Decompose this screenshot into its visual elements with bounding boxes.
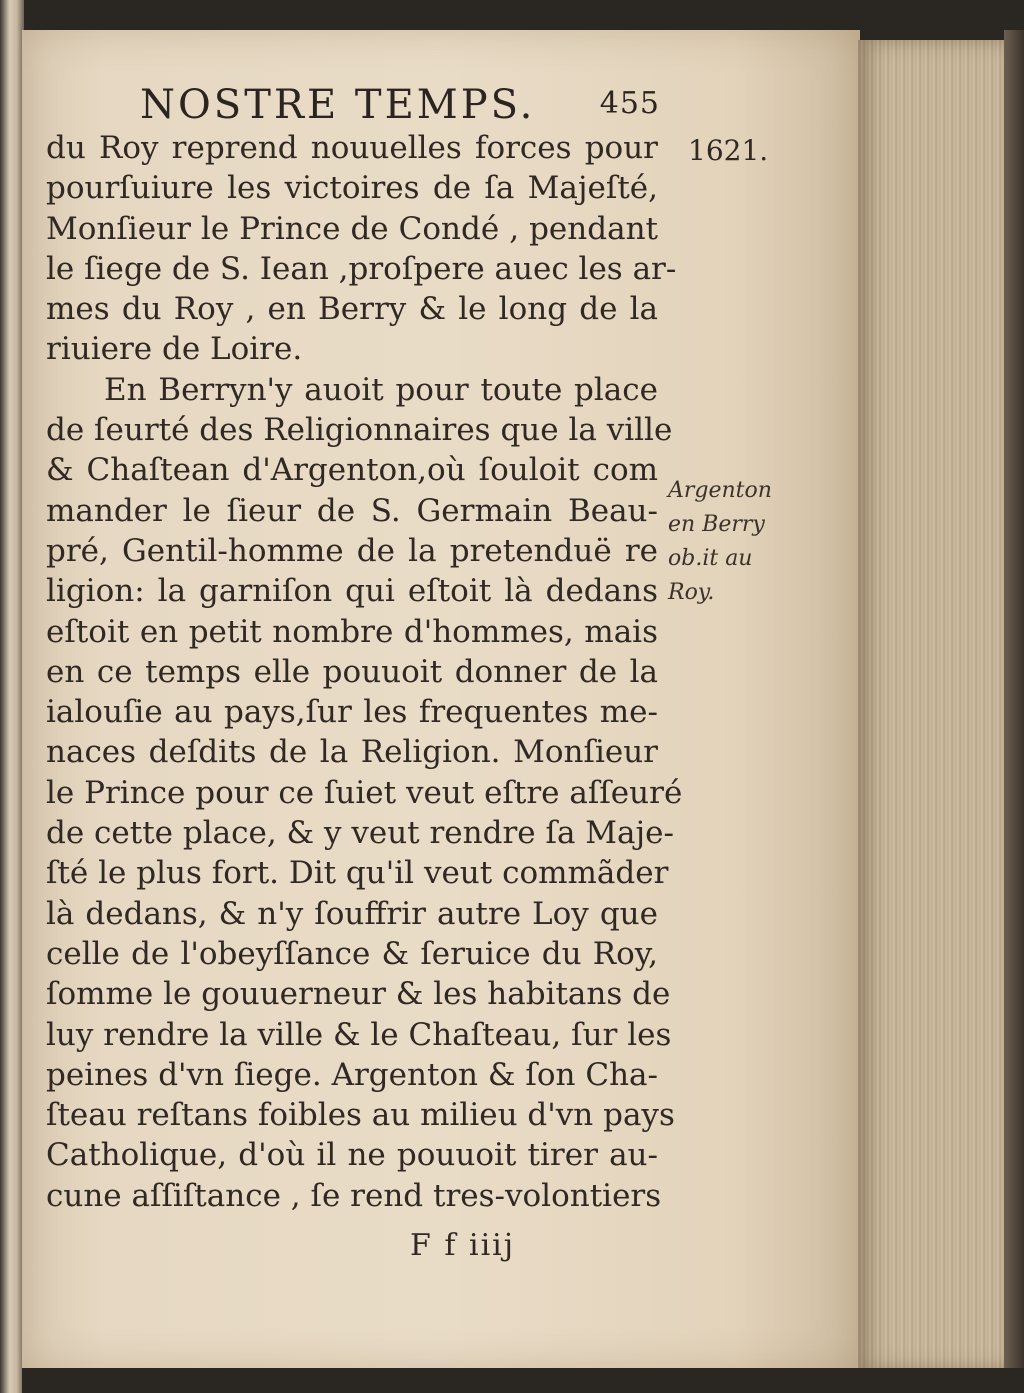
page-number: 455 <box>599 86 660 121</box>
book-binding-left <box>0 0 24 1393</box>
text-line: ſteau reſtans foibles au milieu d'vn pays <box>46 1097 675 1134</box>
text-line: ialouſie au pays,ſur les frequentes me- <box>46 694 658 731</box>
text-line: eſtoit en petit nombre d'hommes, mais <box>46 613 658 650</box>
margin-note-line: en Berry <box>668 512 765 537</box>
text-line: du Roy reprend nouuelles forces pour <box>46 130 658 166</box>
page-edges <box>858 40 1008 1370</box>
text-line: luy rendre la ville & le Chaſteau, ſur les <box>46 1016 672 1053</box>
text-line: celle de l'obeyſſance & ſeruice du Roy, <box>46 935 658 972</box>
text-line: pourſuiure les victoires de ſa Majeſté, <box>46 170 658 207</box>
margin-note-line: ob.it au <box>668 546 753 571</box>
text-line: cune aſſiſtance , ſe rend tres-volontiers <box>46 1177 662 1214</box>
body-text <box>46 128 683 1216</box>
margin-note-line: Argenton <box>668 478 772 503</box>
text-line: ſomme le gouuerneur & les habitans de <box>46 976 671 1013</box>
text-line: peines d'vn ſiege. Argenton & ſon Cha- <box>46 1056 658 1093</box>
text-line: Monſieur le Prince de Condé , pendant <box>46 210 658 247</box>
text-line: le ſiege de S. Iean ,proſpere auec les ar- <box>46 250 677 287</box>
running-header <box>140 82 660 132</box>
text-line: le Prince pour ce ſuiet veut eſtre aſſeuré <box>46 774 683 811</box>
text-line: naces deſdits de la Religion. Monſieur <box>46 734 658 771</box>
text-line: mes du Roy , en Berry & le long de la <box>46 291 658 328</box>
book-cover-edge <box>1004 30 1024 1380</box>
text-line: de cette place, & y veut rendre ſa Maje- <box>46 815 674 852</box>
margin-note-line: Roy. <box>668 580 715 605</box>
margin-note <box>668 474 808 610</box>
text-line: ſté le plus fort. Dit qu'il veut commãder <box>46 855 669 892</box>
text-line: & Chaſtean d'Argenton,où ſouloit com <box>46 452 658 489</box>
text-line: En Berryn'y auoit pour toute place <box>104 371 658 408</box>
text-line: mander le ſieur de S. Germain Beau- <box>46 492 658 529</box>
margin-year: 1621. <box>688 134 769 167</box>
text-line: ligion: la garniſon qui eſtoit là dedans <box>46 573 658 610</box>
text-line: là dedans, & n'y ſouffrir autre Loy que <box>46 895 658 932</box>
text-line: Catholique, d'où il ne pouuoit tirer au- <box>46 1137 658 1174</box>
text-line: de ſeurté des Religionnaires que la ville <box>46 412 673 449</box>
bottom-shadow <box>22 1368 1024 1393</box>
text-line: en ce temps elle pouuoit donner de la <box>46 653 658 690</box>
text-line: riuiere de Loire. <box>46 331 303 368</box>
signature-mark: F f iiij <box>410 1228 516 1263</box>
running-title: NOSTRE TEMPS. <box>140 82 536 128</box>
text-line: pré, Gentil-homme de la pretenduë re <box>46 532 658 569</box>
